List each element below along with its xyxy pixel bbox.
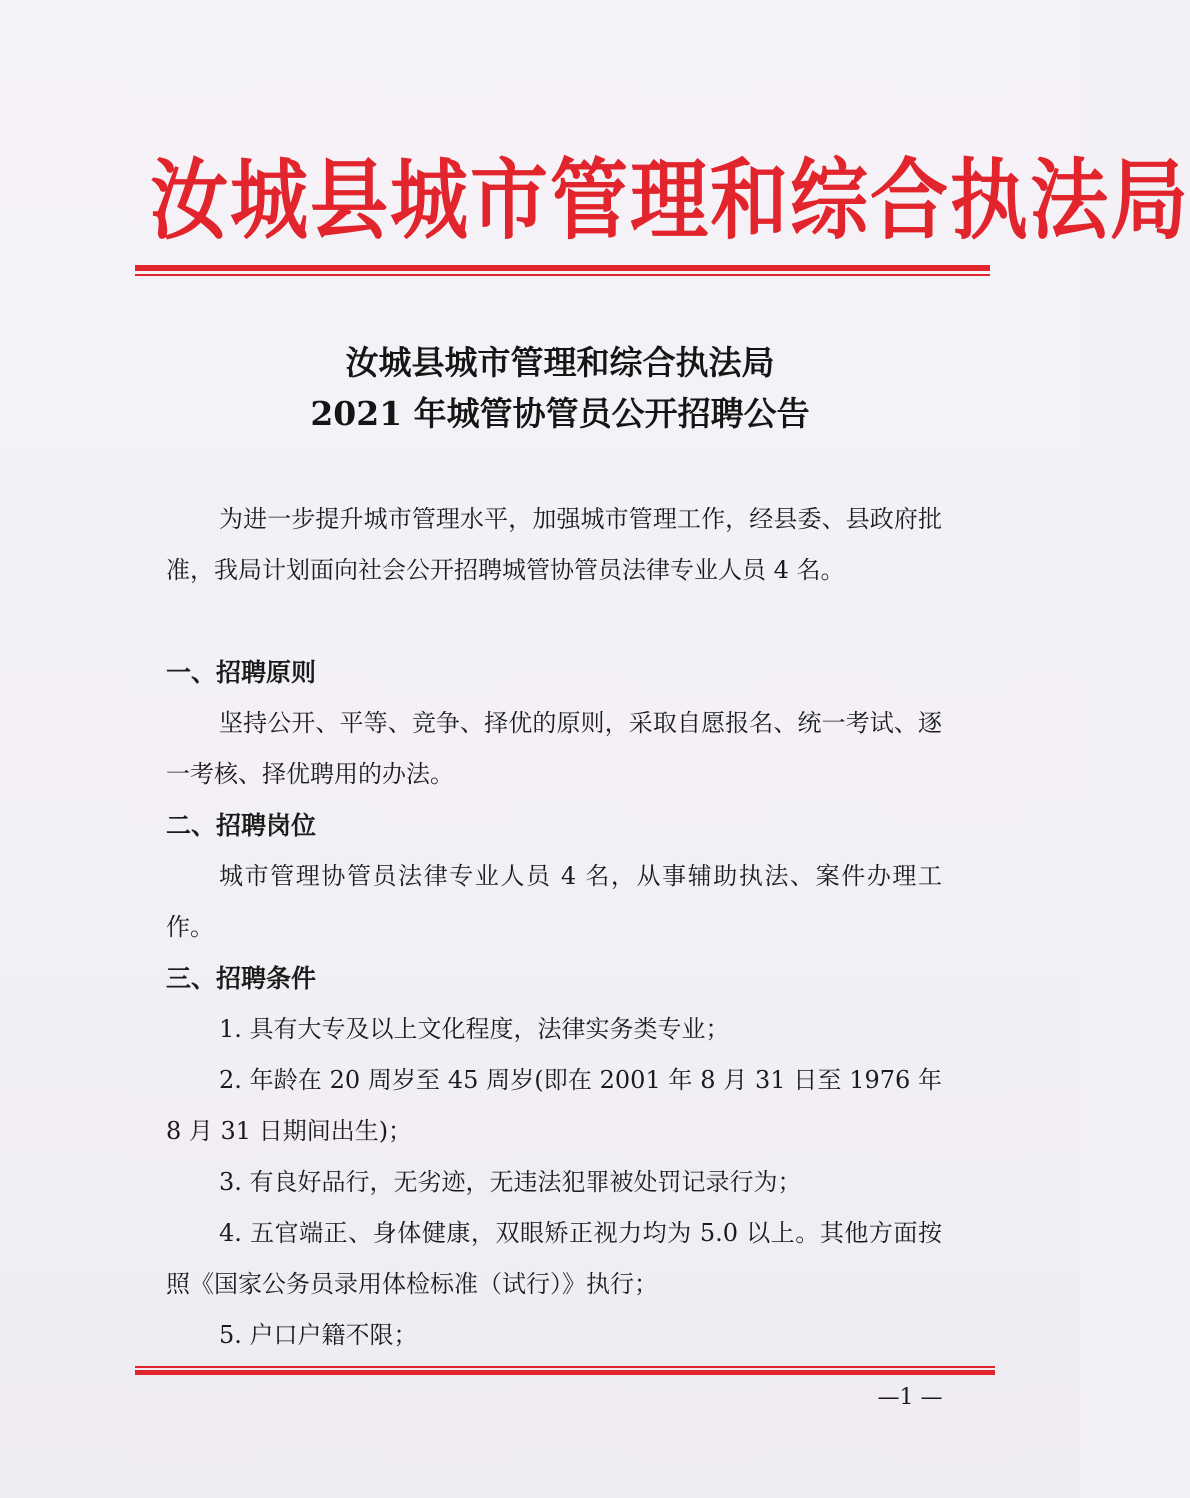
condition-item-3: 3. 有良好品行，无劣迹，无违法犯罪被处罚记录行为； [219, 1168, 802, 1196]
section1-heading: 一、招聘原则 [166, 658, 317, 687]
condition-item-2: 2. 年龄在 20 周岁至 45 周岁(即在 2001 年 8 月 31 日至 1976 年 8 月 31 日期间出生)； [166, 1066, 942, 1145]
divider-thick-line [135, 265, 990, 271]
footer-divider [135, 1366, 995, 1375]
letterhead-divider [135, 265, 990, 276]
notice-title-line1: 汝城县城市管理和综合执法局 [345, 343, 775, 382]
section2-body: 城市管理协管员法律专业人员 4 名，从事辅助执法、案件办理工作。 [166, 862, 942, 941]
section2-heading: 二、招聘岗位 [166, 811, 317, 840]
section3-heading: 三、招聘条件 [166, 964, 317, 993]
condition-item-5: 5. 户口户籍不限； [219, 1321, 418, 1349]
divider-thin-line [135, 274, 990, 276]
page-number: —1 — [877, 1385, 943, 1410]
footer-thin-line [135, 1366, 995, 1368]
condition-item-4: 4. 五官端正、身体健康，双眼矫正视力均为 5.0 以上。其他方面按照《国家公务员录用体检标准（试行）》执行； [166, 1219, 942, 1298]
condition-item-1: 1. 具有大专及以上文化程度，法律实务类专业； [219, 1015, 730, 1043]
notice-title-line2: 2021 年城管协管员公开招聘公告 [310, 394, 810, 433]
intro-paragraph: 为进一步提升城市管理水平，加强城市管理工作，经县委、县政府批准，我局计划面向社会公开招聘城管协管员法律专业人员 4 名。 [166, 505, 942, 584]
footer-thick-line [135, 1370, 995, 1375]
letterhead-title: 汝城县城市管理和综合执法局 [150, 150, 1190, 252]
section1-body: 坚持公开、平等、竞争、择优的原则，采取自愿报名、统一考试、逐一考核、择优聘用的办法。 [166, 709, 942, 788]
